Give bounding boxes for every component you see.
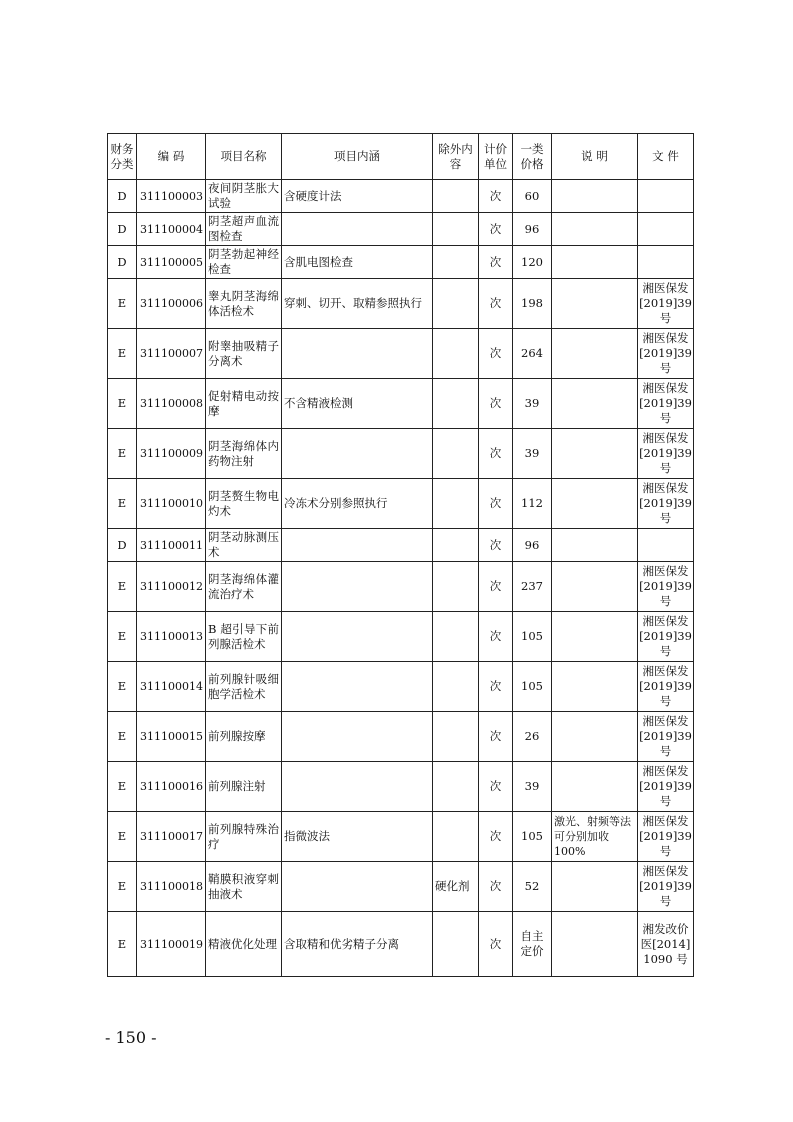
cell-remark [552, 180, 638, 213]
cell-remark [552, 479, 638, 529]
cell-content: 不含精液检测 [282, 379, 433, 429]
header-excluded: 除外内容 [433, 134, 479, 180]
cell-code: 311100007 [137, 329, 206, 379]
page-number: - 150 - [105, 1028, 157, 1047]
cell-excluded [433, 562, 479, 612]
cell-name: 阴茎赘生物电灼术 [206, 479, 282, 529]
table-row [108, 213, 694, 246]
cell-category: E [108, 329, 137, 379]
cell-remark [552, 379, 638, 429]
cell-content: 含肌电图检查 [282, 246, 433, 279]
cell-content [282, 862, 433, 912]
cell-excluded [433, 912, 479, 977]
cell-document: 湘医保发[2019]39号 [638, 662, 694, 712]
cell-excluded [433, 612, 479, 662]
cell-content [282, 612, 433, 662]
cell-category: E [108, 912, 137, 977]
cell-remark [552, 329, 638, 379]
cell-document [638, 213, 694, 246]
header-document: 文 件 [638, 134, 694, 180]
cell-unit: 次 [479, 912, 513, 977]
cell-code: 311100003 [137, 180, 206, 213]
cell-price: 96 [513, 213, 552, 246]
cell-document: 湘医保发[2019]39号 [638, 429, 694, 479]
header-code: 编 码 [137, 134, 206, 180]
cell-code: 311100016 [137, 762, 206, 812]
cell-content: 含取精和优劣精子分离 [282, 912, 433, 977]
cell-document [638, 246, 694, 279]
cell-unit: 次 [479, 862, 513, 912]
cell-remark [552, 529, 638, 562]
cell-content: 穿刺、切开、取精参照执行 [282, 279, 433, 329]
header-category: 财务分类 [108, 134, 137, 180]
cell-excluded [433, 329, 479, 379]
cell-name: 前列腺特殊治疗 [206, 812, 282, 862]
cell-name: 阴茎海绵体灌流治疗术 [206, 562, 282, 612]
cell-code: 311100018 [137, 862, 206, 912]
cell-unit: 次 [479, 662, 513, 712]
cell-content [282, 429, 433, 479]
table-row [108, 562, 694, 612]
header-price: 一类价格 [513, 134, 552, 180]
cell-document: 湘医保发[2019]39号 [638, 862, 694, 912]
table-row [108, 762, 694, 812]
cell-remark [552, 213, 638, 246]
cell-remark [552, 662, 638, 712]
header-unit: 计价单位 [479, 134, 513, 180]
price-table-container [107, 133, 694, 977]
cell-remark [552, 862, 638, 912]
cell-price: 237 [513, 562, 552, 612]
cell-price: 自主定价 [513, 912, 552, 977]
cell-content [282, 762, 433, 812]
cell-code: 311100008 [137, 379, 206, 429]
cell-document: 湘医保发[2019]39号 [638, 812, 694, 862]
cell-name: 阴茎海绵体内药物注射 [206, 429, 282, 479]
table-row [108, 279, 694, 329]
cell-price: 60 [513, 180, 552, 213]
table-row [108, 180, 694, 213]
cell-unit: 次 [479, 762, 513, 812]
table-header-row [108, 134, 694, 180]
cell-name: 前列腺注射 [206, 762, 282, 812]
cell-excluded [433, 279, 479, 329]
cell-document: 湘医保发[2019]39号 [638, 762, 694, 812]
table-row [108, 862, 694, 912]
cell-content [282, 529, 433, 562]
cell-category: E [108, 712, 137, 762]
cell-price: 105 [513, 662, 552, 712]
cell-price: 52 [513, 862, 552, 912]
cell-code: 311100006 [137, 279, 206, 329]
cell-name: B 超引导下前列腺活检术 [206, 612, 282, 662]
header-name: 项目名称 [206, 134, 282, 180]
cell-remark [552, 762, 638, 812]
cell-code: 311100009 [137, 429, 206, 479]
cell-excluded [433, 529, 479, 562]
cell-category: E [108, 562, 137, 612]
table-row [108, 329, 694, 379]
cell-excluded [433, 479, 479, 529]
cell-price: 264 [513, 329, 552, 379]
cell-code: 311100019 [137, 912, 206, 977]
cell-name: 鞘膜积液穿刺抽液术 [206, 862, 282, 912]
cell-price: 105 [513, 812, 552, 862]
cell-remark [552, 612, 638, 662]
cell-remark [552, 279, 638, 329]
cell-name: 前列腺按摩 [206, 712, 282, 762]
cell-price: 112 [513, 479, 552, 529]
cell-excluded [433, 213, 479, 246]
cell-excluded [433, 246, 479, 279]
cell-name: 促射精电动按摩 [206, 379, 282, 429]
table-row [108, 912, 694, 977]
cell-code: 311100017 [137, 812, 206, 862]
cell-category: E [108, 812, 137, 862]
cell-remark: 激光、射频等法可分别加收 100% [552, 812, 638, 862]
cell-unit: 次 [479, 180, 513, 213]
cell-name: 前列腺针吸细胞学活检术 [206, 662, 282, 712]
cell-excluded [433, 180, 479, 213]
cell-unit: 次 [479, 379, 513, 429]
cell-category: D [108, 529, 137, 562]
cell-content: 指微波法 [282, 812, 433, 862]
table-row [108, 379, 694, 429]
cell-price: 96 [513, 529, 552, 562]
cell-content [282, 662, 433, 712]
cell-name: 阴茎动脉测压术 [206, 529, 282, 562]
cell-category: E [108, 279, 137, 329]
table-row [108, 712, 694, 762]
cell-code: 311100010 [137, 479, 206, 529]
table-body [108, 180, 694, 977]
cell-name: 精液优化处理 [206, 912, 282, 977]
cell-name: 夜间阴茎胀大试验 [206, 180, 282, 213]
cell-excluded [433, 429, 479, 479]
cell-name: 睾丸阴茎海绵体活检术 [206, 279, 282, 329]
cell-unit: 次 [479, 812, 513, 862]
cell-price: 198 [513, 279, 552, 329]
cell-code: 311100015 [137, 712, 206, 762]
cell-code: 311100013 [137, 612, 206, 662]
cell-excluded: 硬化剂 [433, 862, 479, 912]
cell-unit: 次 [479, 429, 513, 479]
cell-unit: 次 [479, 712, 513, 762]
cell-content: 含硬度计法 [282, 180, 433, 213]
cell-category: E [108, 662, 137, 712]
cell-name: 阴茎勃起神经检查 [206, 246, 282, 279]
cell-document [638, 180, 694, 213]
cell-code: 311100014 [137, 662, 206, 712]
header-content: 项目内涵 [282, 134, 433, 180]
cell-unit: 次 [479, 479, 513, 529]
cell-unit: 次 [479, 562, 513, 612]
cell-price: 105 [513, 612, 552, 662]
cell-remark [552, 429, 638, 479]
cell-category: E [108, 862, 137, 912]
cell-remark [552, 912, 638, 977]
cell-code: 311100004 [137, 213, 206, 246]
cell-content [282, 562, 433, 612]
cell-unit: 次 [479, 213, 513, 246]
cell-price: 120 [513, 246, 552, 279]
cell-code: 311100005 [137, 246, 206, 279]
header-remark: 说 明 [552, 134, 638, 180]
cell-document: 湘医保发[2019]39号 [638, 562, 694, 612]
cell-remark [552, 246, 638, 279]
cell-excluded [433, 379, 479, 429]
table-row [108, 479, 694, 529]
cell-unit: 次 [479, 279, 513, 329]
cell-code: 311100012 [137, 562, 206, 612]
cell-category: E [108, 429, 137, 479]
cell-code: 311100011 [137, 529, 206, 562]
cell-category: E [108, 612, 137, 662]
cell-category: E [108, 379, 137, 429]
table-row [108, 612, 694, 662]
cell-unit: 次 [479, 529, 513, 562]
cell-document [638, 529, 694, 562]
cell-unit: 次 [479, 246, 513, 279]
table-row [108, 812, 694, 862]
cell-category: E [108, 479, 137, 529]
cell-document: 湘医保发[2019]39号 [638, 279, 694, 329]
cell-document: 湘发改价医[2014]1090 号 [638, 912, 694, 977]
cell-price: 39 [513, 429, 552, 479]
cell-price: 39 [513, 379, 552, 429]
cell-content [282, 712, 433, 762]
cell-unit: 次 [479, 612, 513, 662]
cell-excluded [433, 662, 479, 712]
cell-name: 阴茎超声血流图检查 [206, 213, 282, 246]
medical-price-table [107, 133, 694, 977]
cell-category: D [108, 246, 137, 279]
cell-document: 湘医保发[2019]39号 [638, 329, 694, 379]
cell-unit: 次 [479, 329, 513, 379]
cell-remark [552, 562, 638, 612]
cell-document: 湘医保发[2019]39号 [638, 379, 694, 429]
cell-document: 湘医保发[2019]39号 [638, 712, 694, 762]
cell-category: D [108, 213, 137, 246]
cell-content [282, 213, 433, 246]
cell-content [282, 329, 433, 379]
table-row [108, 529, 694, 562]
cell-category: D [108, 180, 137, 213]
cell-content: 冷冻术分别参照执行 [282, 479, 433, 529]
cell-category: E [108, 762, 137, 812]
cell-excluded [433, 762, 479, 812]
cell-price: 26 [513, 712, 552, 762]
table-row [108, 662, 694, 712]
table-row [108, 246, 694, 279]
cell-price: 39 [513, 762, 552, 812]
table-row [108, 429, 694, 479]
cell-document: 湘医保发[2019]39号 [638, 479, 694, 529]
cell-document: 湘医保发[2019]39号 [638, 612, 694, 662]
cell-excluded [433, 712, 479, 762]
cell-excluded [433, 812, 479, 862]
cell-remark [552, 712, 638, 762]
cell-name: 附睾抽吸精子分离术 [206, 329, 282, 379]
